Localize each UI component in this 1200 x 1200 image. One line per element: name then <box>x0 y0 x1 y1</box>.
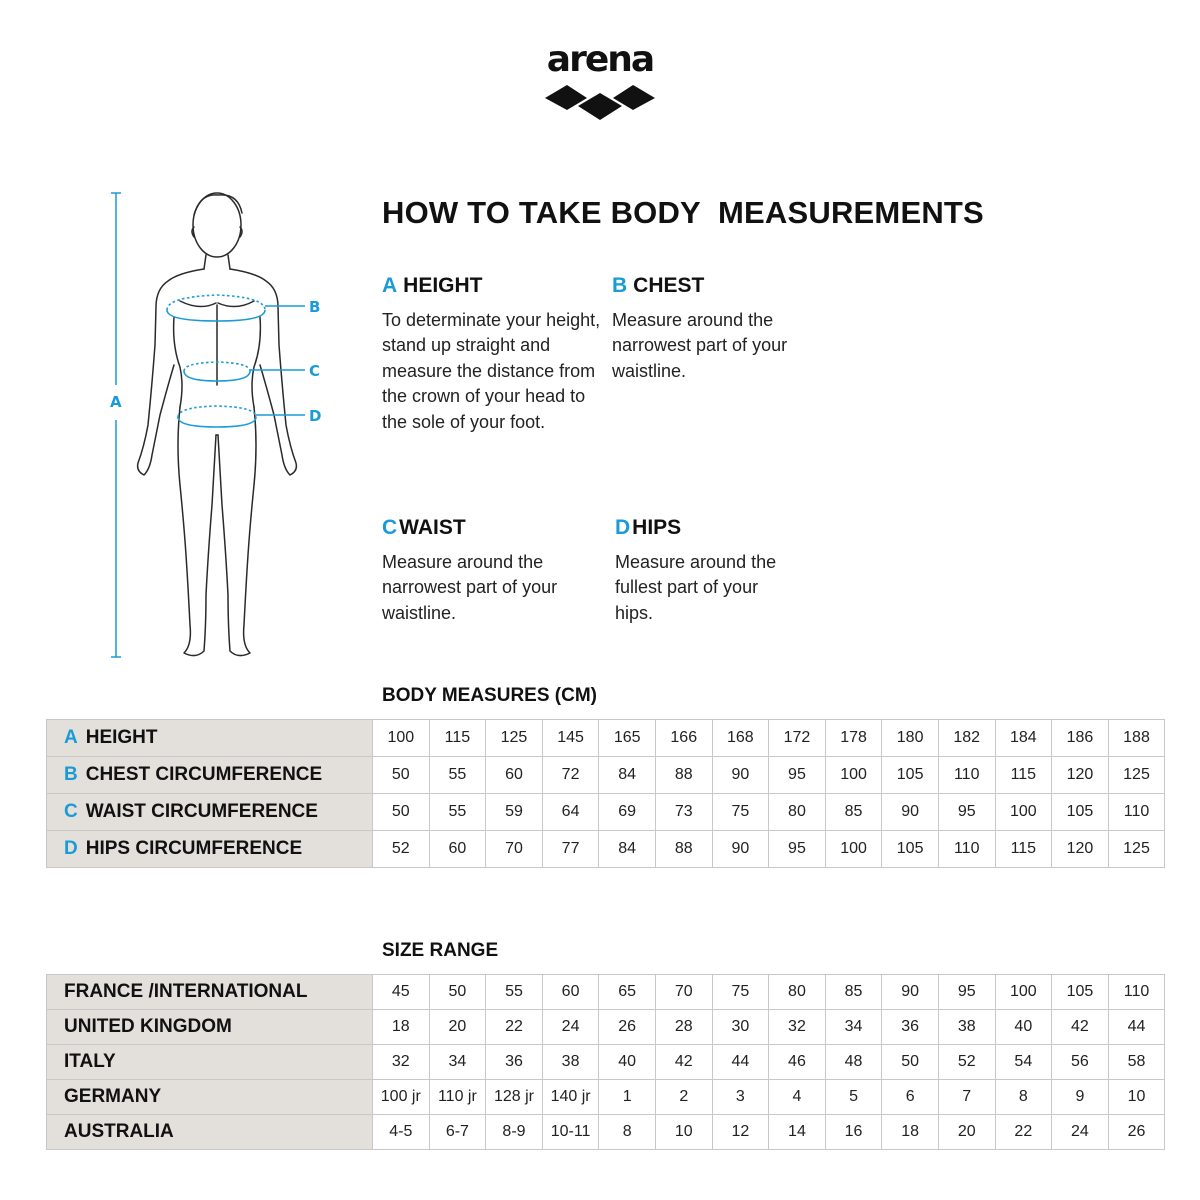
table-cell: 85 <box>825 975 882 1010</box>
table-cell: 90 <box>882 794 939 831</box>
table-cell: 110 <box>938 831 995 868</box>
row-label <box>47 720 373 757</box>
row-label-text: WAIST CIRCUMFERENCE <box>85 801 318 822</box>
table-row <box>47 720 1165 757</box>
table-cell: 60 <box>486 757 543 794</box>
table-cell: 36 <box>882 1010 939 1045</box>
table-cell: 20 <box>429 1010 486 1045</box>
table-cell: 8 <box>995 1080 1052 1115</box>
table-cell: 85 <box>825 794 882 831</box>
table-cell: 44 <box>712 1045 769 1080</box>
row-label-text: UNITED KINGDOM <box>64 1016 232 1037</box>
table-cell: 4-5 <box>373 1115 430 1150</box>
table-cell: 55 <box>486 975 543 1010</box>
table-cell: 8 <box>599 1115 656 1150</box>
table-cell: 120 <box>1052 831 1109 868</box>
row-letter: D <box>64 838 78 859</box>
table-cell: 70 <box>486 831 543 868</box>
section-hips-heading <box>615 514 835 542</box>
table-cell: 115 <box>995 757 1052 794</box>
table-cell: 16 <box>825 1115 882 1150</box>
table-cell: 32 <box>373 1045 430 1080</box>
table-cell: 22 <box>486 1010 543 1045</box>
table-cell: 100 <box>825 831 882 868</box>
table-cell: 40 <box>995 1010 1052 1045</box>
table-cell: 145 <box>542 720 599 757</box>
table-cell: 180 <box>882 720 939 757</box>
table-cell: 100 jr <box>373 1080 430 1115</box>
row-label <box>47 975 373 1010</box>
table-cell: 52 <box>938 1045 995 1080</box>
size-range-title: SIZE RANGE <box>382 940 499 961</box>
row-letter: A <box>64 727 78 748</box>
section-letter: A <box>382 274 398 297</box>
table-row <box>47 1045 1165 1080</box>
table-cell: 105 <box>882 831 939 868</box>
section-letter: D <box>615 516 631 539</box>
row-label-text: GERMANY <box>64 1086 162 1107</box>
row-label <box>47 831 373 868</box>
table-cell: 18 <box>882 1115 939 1150</box>
row-label <box>47 1010 373 1045</box>
row-label-text: FRANCE /INTERNATIONAL <box>64 981 308 1002</box>
table-cell: 34 <box>429 1045 486 1080</box>
table-cell: 36 <box>486 1045 543 1080</box>
table-cell: 88 <box>655 757 712 794</box>
table-row <box>47 794 1165 831</box>
section-hips <box>615 514 835 626</box>
table-cell: 4 <box>769 1080 826 1115</box>
table-cell: 100 <box>373 720 430 757</box>
table-row <box>47 757 1165 794</box>
table-cell: 90 <box>882 975 939 1010</box>
table-cell: 115 <box>429 720 486 757</box>
section-waist-text: Measure around the narrowest part of your waistline. <box>382 552 558 623</box>
table-cell: 95 <box>769 831 826 868</box>
table-cell: 42 <box>655 1045 712 1080</box>
table-cell: 26 <box>599 1010 656 1045</box>
table-cell: 88 <box>655 831 712 868</box>
table-cell: 14 <box>769 1115 826 1150</box>
table-cell: 56 <box>1052 1045 1109 1080</box>
table-cell: 75 <box>712 794 769 831</box>
table-cell: 178 <box>825 720 882 757</box>
size-range-table <box>46 974 1165 1150</box>
table-cell: 50 <box>882 1045 939 1080</box>
section-height-text: To determinate your height, stand up straight and measure the distance from the crown of your head to the sole of your foot. <box>382 310 601 432</box>
height-marker: A <box>110 393 122 411</box>
row-label-text: HEIGHT <box>85 727 158 748</box>
table-row <box>47 975 1165 1010</box>
table-cell: 45 <box>373 975 430 1010</box>
table-cell: 70 <box>655 975 712 1010</box>
row-label-text: CHEST CIRCUMFERENCE <box>85 764 323 785</box>
table-cell: 168 <box>712 720 769 757</box>
table-cell: 42 <box>1052 1010 1109 1045</box>
table-cell: 24 <box>542 1010 599 1045</box>
row-label <box>47 794 373 831</box>
table-cell: 115 <box>995 831 1052 868</box>
section-title: HEIGHT <box>403 274 483 297</box>
table-cell: 18 <box>373 1010 430 1045</box>
row-label-text: ITALY <box>64 1051 116 1072</box>
table-cell: 120 <box>1052 757 1109 794</box>
section-letter: B <box>612 274 628 297</box>
table-cell: 26 <box>1108 1115 1165 1150</box>
table-cell: 75 <box>712 975 769 1010</box>
table-cell: 40 <box>599 1045 656 1080</box>
table-cell: 20 <box>938 1115 995 1150</box>
section-title: WAIST <box>399 516 466 539</box>
section-title: CHEST <box>633 274 705 297</box>
table-cell: 90 <box>712 757 769 794</box>
table-cell: 65 <box>599 975 656 1010</box>
table-cell: 34 <box>825 1010 882 1045</box>
table-row <box>47 831 1165 868</box>
table-cell: 84 <box>599 757 656 794</box>
table-cell: 184 <box>995 720 1052 757</box>
table-cell: 6-7 <box>429 1115 486 1150</box>
table-cell: 7 <box>938 1080 995 1115</box>
table-cell: 54 <box>995 1045 1052 1080</box>
table-cell: 128 jr <box>486 1080 543 1115</box>
table-cell: 12 <box>712 1115 769 1150</box>
table-cell: 110 <box>938 757 995 794</box>
row-label <box>47 757 373 794</box>
table-cell: 46 <box>769 1045 826 1080</box>
table-cell: 110 <box>1108 794 1165 831</box>
table-cell: 166 <box>655 720 712 757</box>
table-cell: 32 <box>769 1010 826 1045</box>
table-cell: 60 <box>429 831 486 868</box>
table-cell: 50 <box>429 975 486 1010</box>
table-cell: 2 <box>655 1080 712 1115</box>
table-row <box>47 1080 1165 1115</box>
body-measures-table <box>46 719 1165 868</box>
table-cell: 50 <box>373 757 430 794</box>
table-cell: 22 <box>995 1115 1052 1150</box>
waist-marker: C <box>309 362 321 380</box>
table-cell: 182 <box>938 720 995 757</box>
section-waist-heading <box>382 514 602 542</box>
table-cell: 95 <box>769 757 826 794</box>
table-cell: 9 <box>1052 1080 1109 1115</box>
row-label-text: HIPS CIRCUMFERENCE <box>85 838 303 859</box>
table-cell: 110 <box>1108 975 1165 1010</box>
hips-marker: D <box>309 407 322 425</box>
row-letter: C <box>64 801 78 822</box>
section-height-heading <box>382 272 602 300</box>
brand-logo-text: arena <box>546 39 654 80</box>
table-cell: 50 <box>373 794 430 831</box>
section-chest-heading <box>612 272 832 300</box>
table-cell: 73 <box>655 794 712 831</box>
table-cell: 80 <box>769 975 826 1010</box>
table-cell: 52 <box>373 831 430 868</box>
row-letter: B <box>64 764 78 785</box>
body-figure <box>100 185 340 665</box>
section-letter: C <box>382 516 398 539</box>
brand-logo <box>540 40 660 130</box>
table-cell: 188 <box>1108 720 1165 757</box>
page-title: HOW TO TAKE BODY MEASUREMENTS <box>382 195 984 230</box>
table-cell: 60 <box>542 975 599 1010</box>
table-cell: 55 <box>429 757 486 794</box>
section-chest-text: Measure around the narrowest part of your waistline. <box>612 310 788 381</box>
table-cell: 28 <box>655 1010 712 1045</box>
row-label <box>47 1080 373 1115</box>
section-title: HIPS <box>632 516 682 539</box>
table-cell: 24 <box>1052 1115 1109 1150</box>
section-chest <box>612 272 832 384</box>
table-cell: 6 <box>882 1080 939 1115</box>
table-row <box>47 1010 1165 1045</box>
table-cell: 64 <box>542 794 599 831</box>
table-cell: 90 <box>712 831 769 868</box>
table-cell: 100 <box>825 757 882 794</box>
table-cell: 165 <box>599 720 656 757</box>
table-cell: 125 <box>1108 757 1165 794</box>
table-cell: 95 <box>938 975 995 1010</box>
table-cell: 100 <box>995 794 1052 831</box>
table-cell: 95 <box>938 794 995 831</box>
chest-marker: B <box>309 298 321 316</box>
table-cell: 105 <box>1052 794 1109 831</box>
table-cell: 69 <box>599 794 656 831</box>
table-cell: 58 <box>1108 1045 1165 1080</box>
arena-diamond-logo-icon <box>545 80 655 126</box>
table-cell: 48 <box>825 1045 882 1080</box>
table-cell: 38 <box>938 1010 995 1045</box>
table-cell: 8-9 <box>486 1115 543 1150</box>
table-row <box>47 1115 1165 1150</box>
table-cell: 140 jr <box>542 1080 599 1115</box>
table-cell: 80 <box>769 794 826 831</box>
table-cell: 125 <box>1108 831 1165 868</box>
section-waist <box>382 514 602 626</box>
table-cell: 30 <box>712 1010 769 1045</box>
table-cell: 3 <box>712 1080 769 1115</box>
table-cell: 10 <box>1108 1080 1165 1115</box>
section-height <box>382 272 602 435</box>
table-cell: 105 <box>882 757 939 794</box>
table-cell: 125 <box>486 720 543 757</box>
table-cell: 172 <box>769 720 826 757</box>
table-cell: 10-11 <box>542 1115 599 1150</box>
table-cell: 55 <box>429 794 486 831</box>
table-cell: 5 <box>825 1080 882 1115</box>
table-cell: 72 <box>542 757 599 794</box>
row-label <box>47 1115 373 1150</box>
table-cell: 10 <box>655 1115 712 1150</box>
section-hips-text: Measure around the fullest part of your hips. <box>615 552 777 623</box>
table-cell: 84 <box>599 831 656 868</box>
table-cell: 105 <box>1052 975 1109 1010</box>
table-cell: 110 jr <box>429 1080 486 1115</box>
row-label-text: AUSTRALIA <box>64 1121 174 1142</box>
table-cell: 77 <box>542 831 599 868</box>
table-cell: 38 <box>542 1045 599 1080</box>
human-outline-icon <box>100 185 340 665</box>
row-label <box>47 1045 373 1080</box>
body-measures-title: BODY MEASURES (CM) <box>382 685 597 706</box>
table-cell: 44 <box>1108 1010 1165 1045</box>
table-cell: 186 <box>1052 720 1109 757</box>
table-cell: 1 <box>599 1080 656 1115</box>
table-cell: 100 <box>995 975 1052 1010</box>
table-cell: 59 <box>486 794 543 831</box>
